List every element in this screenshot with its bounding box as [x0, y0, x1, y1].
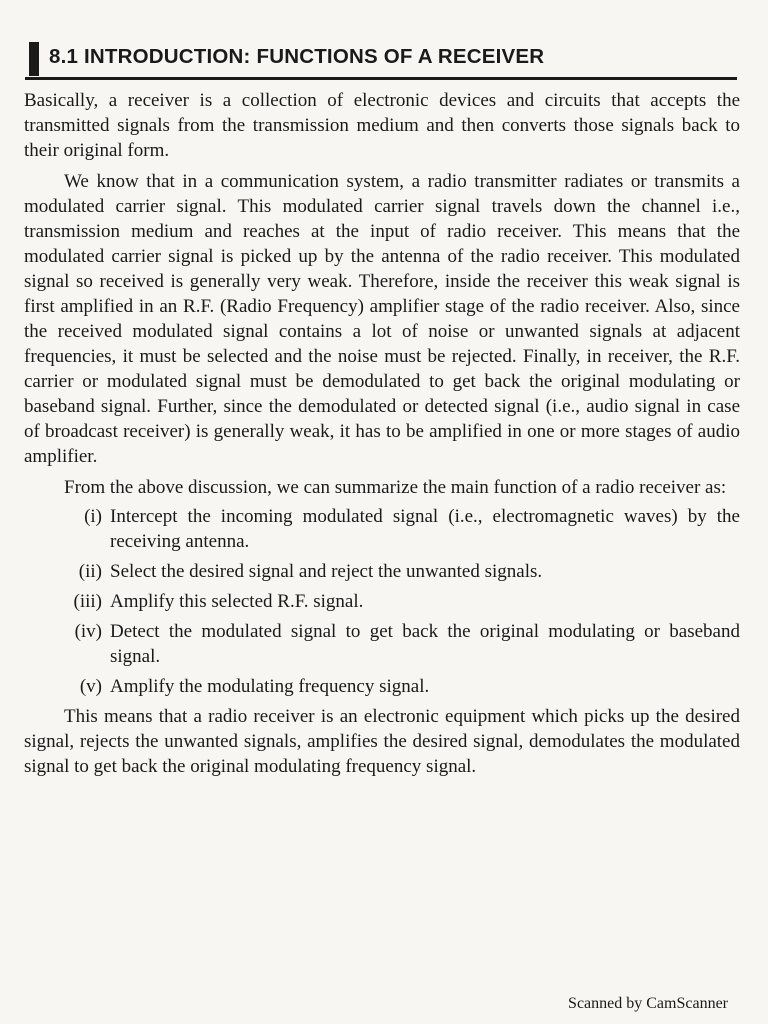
- list-item-text: Amplify this selected R.F. signal.: [110, 591, 364, 612]
- scanner-watermark: Scanned by CamScanner: [568, 995, 728, 1012]
- list-item-text: Select the desired signal and reject the unwanted signals.: [110, 561, 543, 582]
- list-item: [24, 619, 740, 669]
- list-item-number: (v): [79, 676, 102, 697]
- paragraph-communication-system: We know that in a communication system, a radio transmitter radiates or transmits a modulated carrier signal. This modulated carrier signal travels down the channel i.e., transmission medium and reaches at the input of radio receiver. This means that the modulated carrier signal is picked up by the antenna of the radio receiver. This modulated signal so received is generally very weak. Therefore, inside the receiver this weak signal is first amplified in an R.F. (Radio Frequency) amplifier stage of the radio receiver. Also, since the received modulated signal contains a lot of noise or unwanted signals at adjacent frequencies, it must be selected and the noise must be rejected. Finally, in receiver, the R.F. carrier or modulated signal must be demodulated to get back the original modulating or baseband signal. Further, since the demodulated or detected signal (i.e., audio signal in case of broadcast receiver) is generally weak, it has to be amplified in one or more stages of audio amplifier.: [24, 171, 740, 467]
- section-title: 8.1 INTRODUCTION: FUNCTIONS OF A RECEIVER: [49, 45, 545, 68]
- list-item-text: Amplify the modulating frequency signal.: [110, 676, 430, 697]
- list-item: [24, 674, 740, 699]
- receiver-functions-list: [24, 504, 740, 699]
- list-item-number: (ii): [78, 561, 102, 582]
- heading-marker-bar: [29, 42, 39, 76]
- list-item: [24, 559, 740, 584]
- paragraph-intro: Basically, a receiver is a collection of electronic devices and circuits that accepts the transmitted signals from the transmission medium and then converts those signals back to their original form.: [24, 90, 740, 161]
- list-item-text: Intercept the incoming modulated signal (i.e., electromagnetic waves) by the receiving antenna.: [110, 506, 740, 552]
- section-heading: [25, 40, 737, 80]
- list-item-number: (iv): [74, 621, 102, 642]
- section-body: [24, 88, 740, 779]
- list-item-text: Detect the modulated signal to get back the original modulating or baseband signal.: [110, 621, 740, 667]
- paragraph-summary-lead: From the above discussion, we can summarize the main function of a radio receiver as:: [64, 477, 727, 498]
- list-item: [24, 589, 740, 614]
- list-item-number: (i): [84, 506, 102, 527]
- list-item: [24, 504, 740, 554]
- list-item-number: (iii): [73, 591, 102, 612]
- paragraph-conclusion: This means that a radio receiver is an electronic equipment which picks up the desired signal, rejects the unwanted signals, amplifies the desired signal, demodulates the modulated signal to get back the original modulating frequency signal.: [24, 706, 740, 777]
